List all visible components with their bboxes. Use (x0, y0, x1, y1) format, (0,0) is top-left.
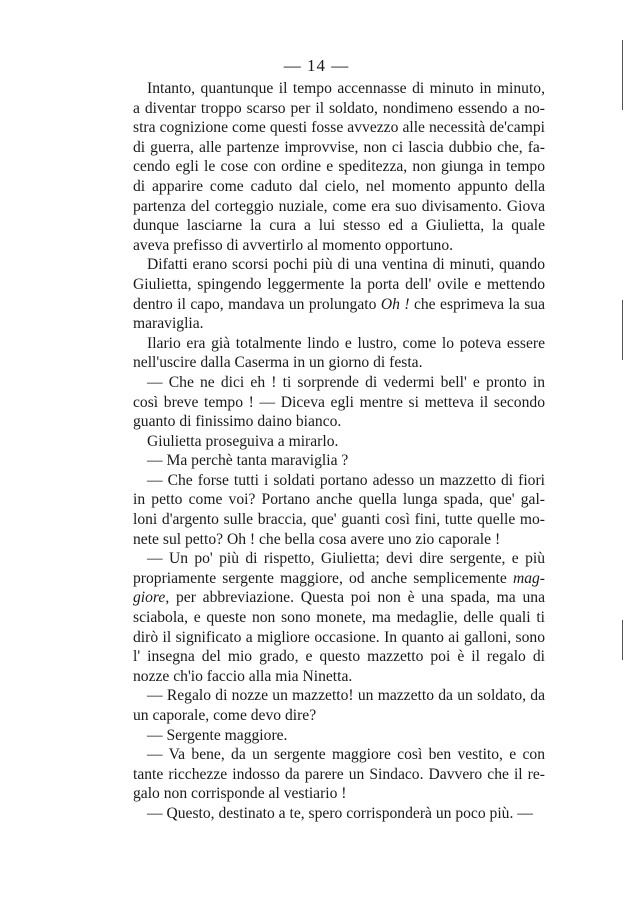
page-number: — 14 — (283, 56, 350, 75)
scan-edge-mark (622, 300, 623, 360)
text-line: — Che ne dici eh ! ti sorprende di vedermi bell' e pronto in (147, 373, 545, 391)
text-line: — Sergente maggiore. (147, 726, 288, 744)
text-line: Giulietta proseguiva a mirarlo. (147, 432, 339, 450)
text-line: dirò il significato a migliore occasione. In quanto ai galloni, sono (133, 628, 545, 646)
text-line: sciabola, e queste non sono monete, ma medaglie, delle quali ti (133, 609, 545, 627)
text-line: — Che forse tutti i soldati portano adesso un mazzetto di fiori (147, 471, 545, 489)
text-line: — Questo, destinato a te, spero corrisponderà un poco più. — (147, 804, 533, 822)
text-line: guanto di finissimo daino bianco. (133, 413, 342, 431)
text-line (133, 569, 545, 589)
text-line (133, 295, 545, 315)
text-segment: che esprimeva la sua (409, 295, 545, 313)
text-line: Intanto, quantunque il tempo accennasse di minuto in minuto, (147, 80, 545, 97)
scan-edge-mark (622, 40, 623, 110)
text-line: — Un po' più di rispetto, Giulietta; devi dire sergente, e più (147, 550, 545, 568)
text-line: — Ma perchè tanta maraviglia ? (147, 452, 349, 470)
text-line (133, 588, 545, 608)
text-line: stra cognizione come questi fosse avvezzo alle necessità de'campi (133, 119, 545, 137)
text-line: Difatti erano scorsi pochi più di una ventina di minuti, quando (147, 256, 545, 274)
text-line: nell'uscire dalla Caserma in un giorno di festa. (133, 354, 423, 372)
text-line: maraviglia. (133, 315, 204, 333)
text-line: di apparire come caduto dal cielo, nel momento appunto della (133, 177, 545, 195)
text-line: galo non corrisponde al vestiario ! (133, 785, 347, 803)
italic-segment: Oh ! (380, 295, 410, 313)
text-line: l' insegna del mio grado, e questo mazzetto poi è il regalo di (133, 648, 545, 666)
text-line: Giulietta, spingendo leggermente la porta dell' ovile e mettendo (133, 275, 545, 293)
italic-segment: giore (133, 589, 166, 607)
text-line: loni d'argento sulle braccia, que' guanti così fini, tutte quelle mo- (133, 511, 545, 529)
text-line: nozze ch'io faccio alla mia Ninetta. (133, 667, 353, 685)
text-line: un caporale, come devo dire? (133, 707, 317, 724)
text-line: tante ricchezze indosso da parere un Sindaco. Davvero che il re- (133, 765, 545, 783)
text-line: — Va bene, da un sergente maggiore così ben vestito, e con (147, 746, 545, 764)
text-segment: propriamente sergente maggiore, od anche semplicemente (133, 569, 513, 587)
text-segment: dentro il capo, mandava un prolungato (133, 295, 381, 313)
text-line: partenza del corteggio nuziale, come era suo divisamento. Giova (133, 197, 545, 215)
italic-segment: mag- (512, 569, 545, 587)
text-line: nete sul petto? Oh ! che bella cosa avere uno zio caporale ! (133, 530, 501, 548)
text-line: di guerra, alle partenze improvvise, non ci lascia dubbio che, fa- (133, 138, 545, 156)
body-text (133, 79, 545, 824)
text-line: a diventar troppo scarso per il soldato, nondimeno essendo a no- (133, 99, 545, 117)
text-line: Ilario era già totalmente lindo e lustro, come lo poteva essere (147, 334, 545, 352)
text-line: in petto come voi? Portano anche quella lunga spada, que' gal- (133, 491, 545, 509)
text-line: così breve tempo ! — Diceva egli mentre si metteva il secondo (133, 393, 545, 411)
text-segment: , per abbreviazione. Questa poi non è una spada, ma una (165, 589, 545, 607)
text-line: dunque lasciarne la cura a lui stesso ed a Giulietta, la quale (133, 217, 545, 235)
scan-edge-mark (622, 620, 623, 660)
text-line: cendo egli le cose con ordine e speditezza, non giunga in tempo (133, 158, 545, 176)
text-line: aveva prefisso di avvertirlo al momento opportuno. (133, 236, 454, 254)
text-line: — Regalo di nozze un mazzetto! un mazzetto da un soldato, da (147, 687, 545, 705)
